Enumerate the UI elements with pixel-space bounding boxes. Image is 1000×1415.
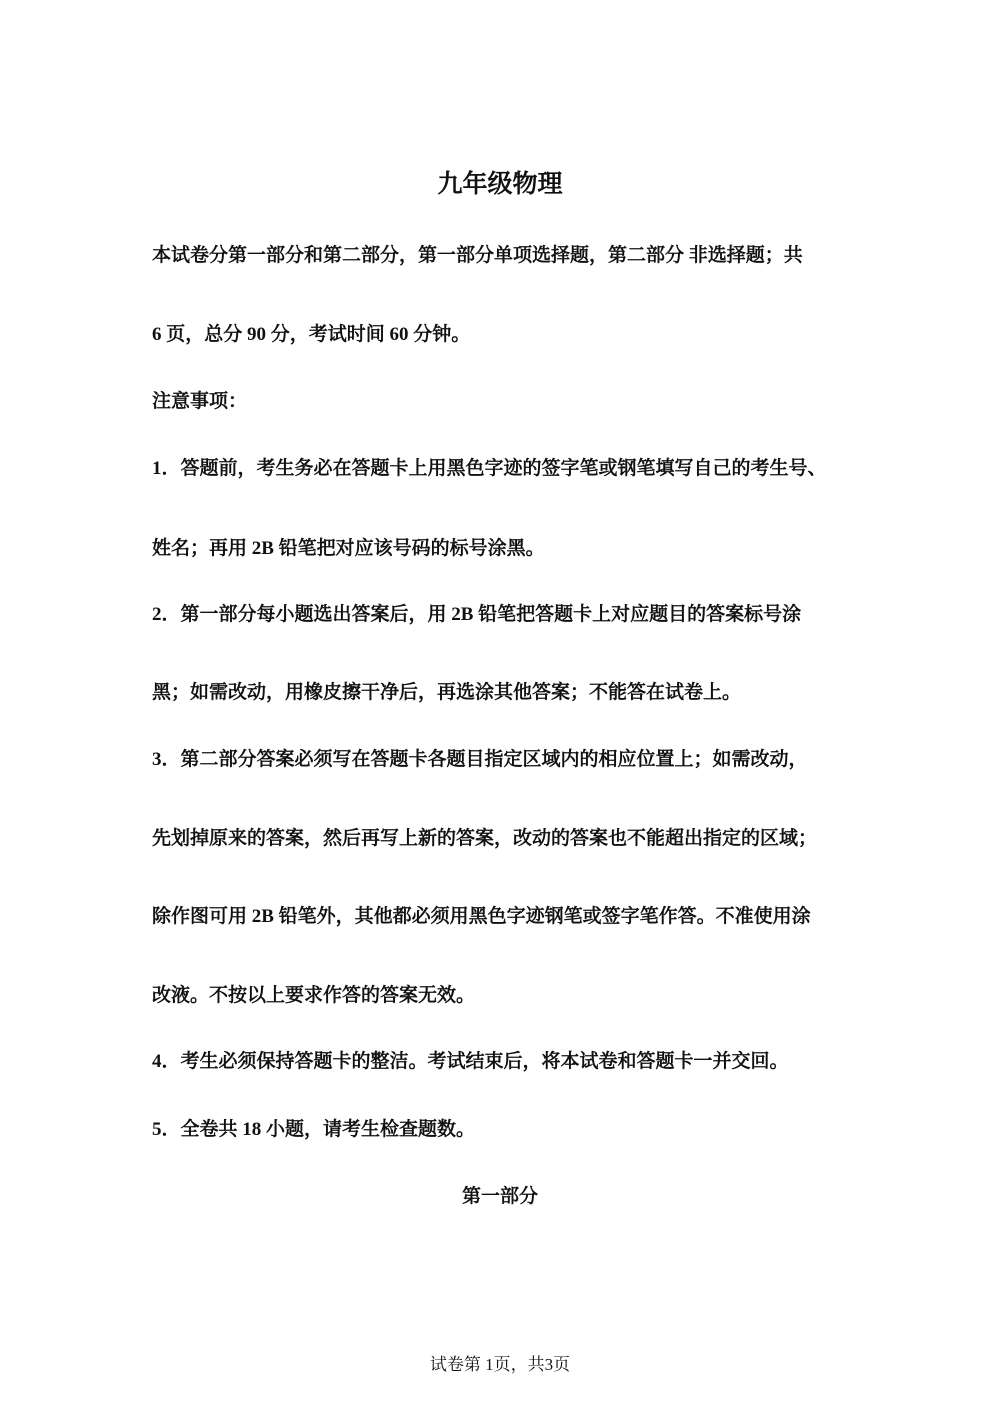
page-title: 九年级物理 — [437, 171, 563, 198]
page-footer: 试卷第 1页，共3页 — [429, 1355, 571, 1374]
note-3-line-1: 3．第二部分答案必须写在答题卡各题目指定区域内的相应位置上；如需改动， — [152, 749, 808, 770]
note-2-line-2: 黑；如需改动，用橡皮擦干净后，再选涂其他答案；不能答在试卷上。 — [152, 682, 742, 703]
intro-line-2: 6 页，总分 90 分，考试时间 60 分钟。 — [152, 324, 471, 345]
note-3-line-3: 除作图可用 2B 铅笔外，其他都必须用黑色字迹钢笔或签字笔作答。不准使用涂 — [152, 906, 811, 927]
note-1-line-1: 1．答题前，考生务必在答题卡上用黑色字迹的签字笔或钢笔填写自己的考生号、 — [152, 458, 827, 479]
note-4-line-1: 4．考生必须保持答题卡的整洁。考试结束后，将本试卷和答题卡一并交回。 — [152, 1051, 789, 1072]
note-2-line-1: 2．第一部分每小题选出答案后，用 2B 铅笔把答题卡上对应题目的答案标号涂 — [152, 604, 802, 625]
section-heading: 第一部分 — [461, 1186, 538, 1207]
note-3-line-2: 先划掉原来的答案，然后再写上新的答案，改动的答案也不能超出指定的区域； — [152, 828, 818, 849]
note-5-line-1: 5．全卷共 18 小题，请考生检查题数。 — [152, 1119, 476, 1140]
notes-heading: 注意事项： — [152, 391, 248, 412]
intro-line-1: 本试卷分第一部分和第二部分，第一部分单项选择题，第二部分 非选择题；共 — [152, 245, 803, 266]
note-1-line-2: 姓名；再用 2B 铅笔把对应该号码的标号涂黑。 — [152, 538, 545, 559]
note-3-line-4: 改液。不按以上要求作答的答案无效。 — [152, 985, 476, 1006]
